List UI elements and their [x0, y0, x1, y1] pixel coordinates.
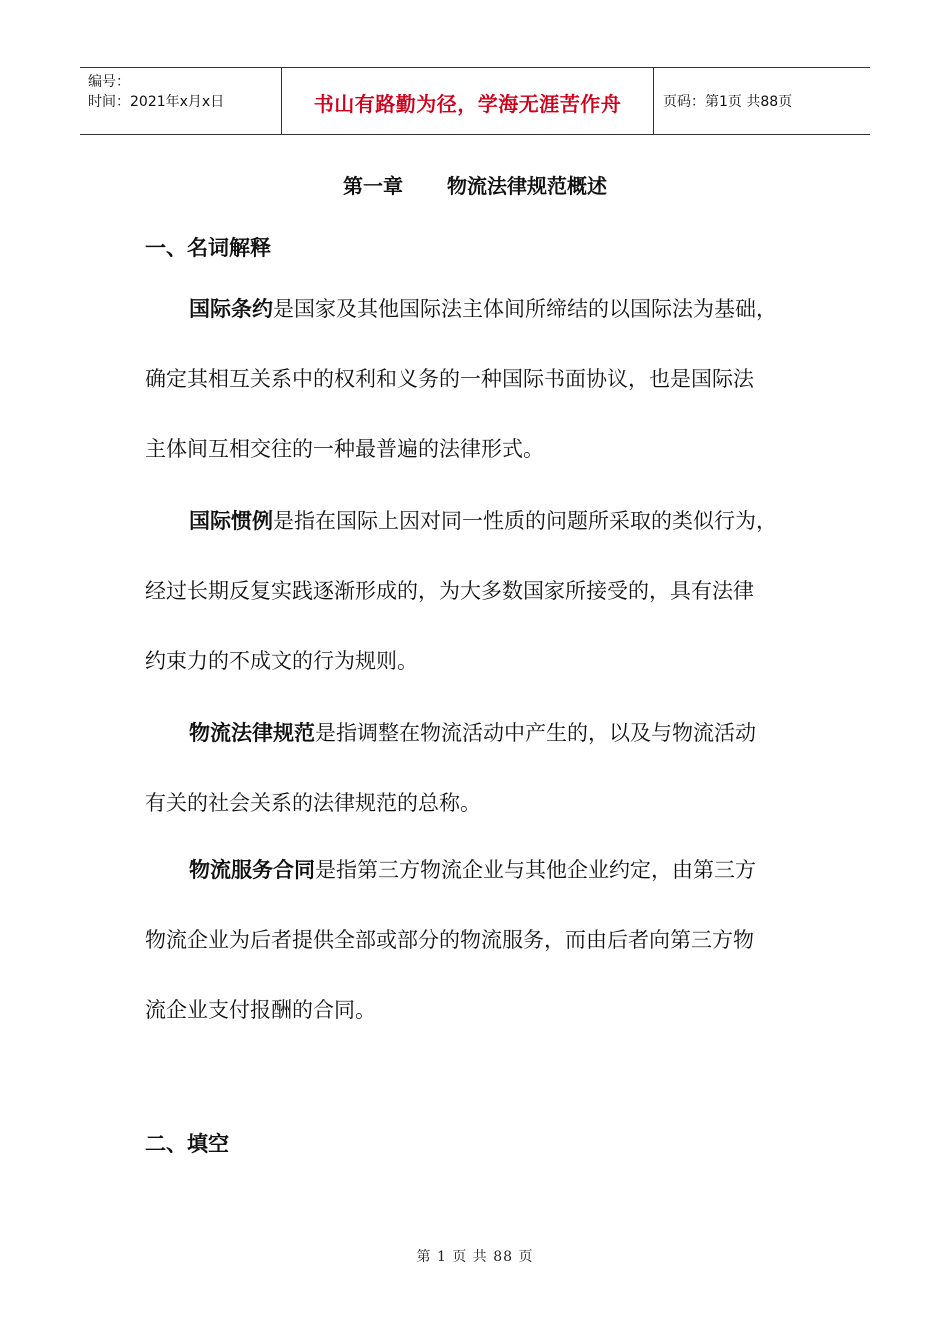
definition-paragraph [145, 486, 835, 696]
definition-line: 约束力的不成文的行为规则。 [145, 649, 418, 673]
doc-time-label: 时间：2021年x月x日 [88, 94, 225, 110]
header-motto-cell [282, 68, 654, 134]
definition-line: 确定其相互关系中的权利和义务的一种国际书面协议，也是国际法 [145, 367, 754, 391]
definition-line: 国际条约是国家及其他国际法主体间所缔结的以国际法为基础， [189, 297, 777, 321]
document-header [80, 67, 870, 135]
definition-paragraph [145, 835, 835, 1045]
section-heading-fill: 二、填空 [145, 1132, 229, 1156]
definition-line: 流企业支付报酬的合同。 [145, 998, 376, 1022]
header-motto: 书山有路勤为径，学海无涯苦作舟 [313, 91, 622, 116]
definition-term: 物流法律规范 [189, 721, 315, 745]
doc-number-label: 编号： [88, 74, 130, 90]
definition-line: 经过长期反复实践逐渐形成的，为大多数国家所接受的，具有法律 [145, 579, 754, 603]
section-heading-terms: 一、名词解释 [145, 236, 271, 260]
chapter-title [0, 172, 950, 200]
definition-paragraph [145, 698, 835, 838]
definition-line: 物流服务合同是指第三方物流企业与其他企业约定，由第三方 [189, 858, 756, 882]
definition-term: 国际惯例 [189, 509, 273, 533]
header-page-info: 页码：第1页 共88页 [663, 94, 793, 110]
header-page-info-cell [654, 68, 870, 134]
definition-line: 物流企业为后者提供全部或部分的物流服务，而由后者向第三方物 [145, 928, 754, 952]
page-footer: 第 1 页 共 88 页 [416, 1249, 534, 1265]
definition-paragraph [145, 274, 835, 484]
chapter-name: 物流法律规范概述 [447, 174, 607, 198]
chapter-number: 第一章 [343, 174, 403, 198]
definition-line: 物流法律规范是指调整在物流活动中产生的，以及与物流活动 [189, 721, 756, 745]
definition-line: 主体间互相交往的一种最普遍的法律形式。 [145, 437, 544, 461]
definition-line: 国际惯例是指在国际上因对同一性质的问题所采取的类似行为， [189, 509, 777, 533]
header-meta [80, 68, 282, 134]
definition-line: 有关的社会关系的法律规范的总称。 [145, 791, 481, 815]
definition-term: 物流服务合同 [189, 858, 315, 882]
definition-term: 国际条约 [189, 297, 273, 321]
